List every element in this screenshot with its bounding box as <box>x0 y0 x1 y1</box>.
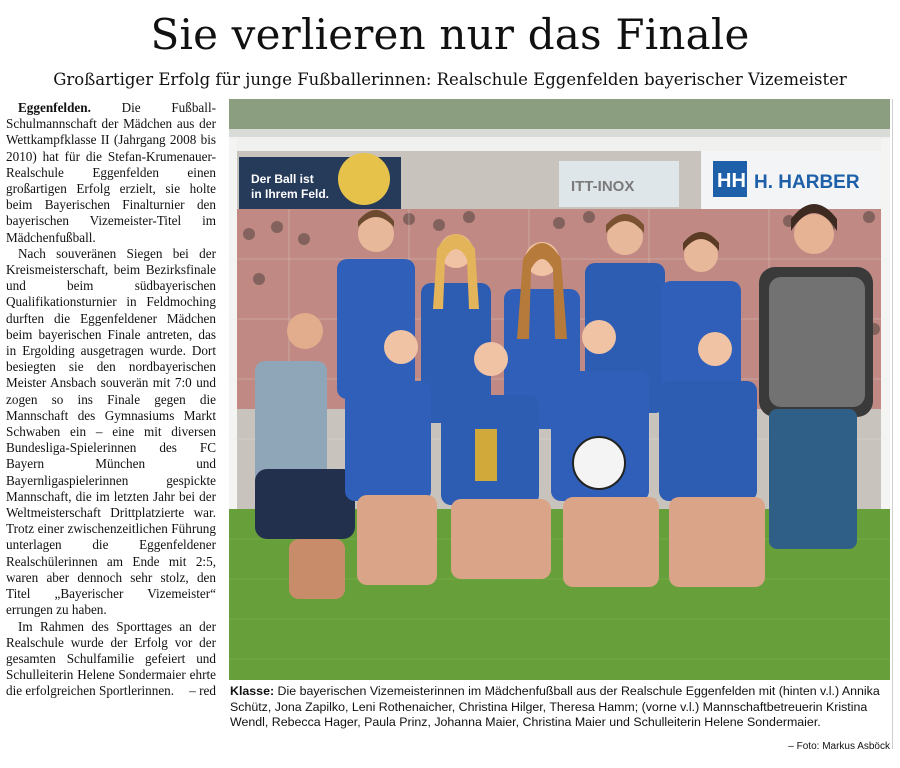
article-paragraph-2: Nach souveränen Siegen bei der Kreismeisterschaft, beim Bezirksfinale und beim südbayerischen Qualifikationsturnier in Feldmoching durften die Eggenfeldener Mädchen beim bayerischen Finale antreten, das in Ergolding ausgetragen wurde. Dort besiegten sie den nordbayerischen Meister Ansbach souverän mit 7:0 und zogen so ins Finale gegen die Mannschaft des Gymnasiums Markt Schwaben ein – eine mit diversen Bundesliga-Spielerinnen des FC Bayern München und Bayernligaspielerinnen gespickte Mannschaft, die im letzten Jahr bei der Weltmeisterschaft Drittplatzierte war. Trotz einer zwischenzeitlichen Führung unterlagen die Eggenfeldener Realschülerinnen am Ende mit 2:5, waren aber dennoch sehr stolz, den Titel „Bayerischer Vizemeister“ errungen zu haben. <box>6 245 216 618</box>
subheadline: Großartiger Erfolg für junge Fußballerinnen: Realschule Eggenfelden bayerischer Vizemeister <box>53 70 847 89</box>
caption-label: Klasse: <box>230 684 275 698</box>
team-photo <box>229 99 890 680</box>
headline: Sie verlieren nur das Finale <box>150 10 750 59</box>
banner-right-text: H. HARBER <box>754 172 860 193</box>
caption-text: Die bayerischen Vizemeisterinnen im Mädchenfußball aus der Realschule Eggenfelden mit (hinten v.l.) Annika Schütz, Jona Zapilko, Leni Rothenaicher, Christina Hilger, Theresa Hamm; (vorne v.l.) Mannschaftbetreuerin Kristina Wendl, Rebecca Hager, Paula Prinz, Johanna Maier, Christina Maier und Schulleiterin Helene Sondermaier. <box>230 684 880 730</box>
banner-left <box>239 153 401 209</box>
photo-credit: – Foto: Markus Asböck <box>788 741 890 752</box>
banner-left-text-2: in Ihrem Feld. <box>251 187 330 201</box>
paragraph-1-text: Die Fußball-Schulmannschaft der Mädchen aus der Wettkampfklasse II (Jahrgang 2008 bis 2010) hat für die Stefan-Krumenauer-Realschule Eggenfelden einen großartigen Erfolg erzielt, sie holte beim Bayerischen Finalturnier den bayerischen Vizemeister-Titel im Mädchenfußball. <box>6 100 217 245</box>
article-body <box>6 100 216 700</box>
banner-middle-text: ITT-INOX <box>571 178 635 195</box>
paragraph-3-text: Im Rahmen des Sporttages an der Realschule wurde der Erfolg vor der gesamten Schulfamilie gefeiert und Schulleiterin Helene Sondermaier ehrte die erfolgreichen Sportlerinnen. <box>6 618 216 699</box>
banner-left-text-1: Der Ball ist <box>251 172 314 186</box>
photo-caption <box>230 684 892 731</box>
banner-right <box>701 151 890 209</box>
article-paragraph-1 <box>6 100 216 246</box>
banner-right-logo: HH <box>717 170 746 192</box>
banner-middle <box>559 161 679 207</box>
article-paragraph-3 <box>6 619 216 700</box>
dateline: Eggenfelden. <box>18 100 91 115</box>
column-rule <box>892 99 893 749</box>
author-signature: – red <box>189 683 216 699</box>
